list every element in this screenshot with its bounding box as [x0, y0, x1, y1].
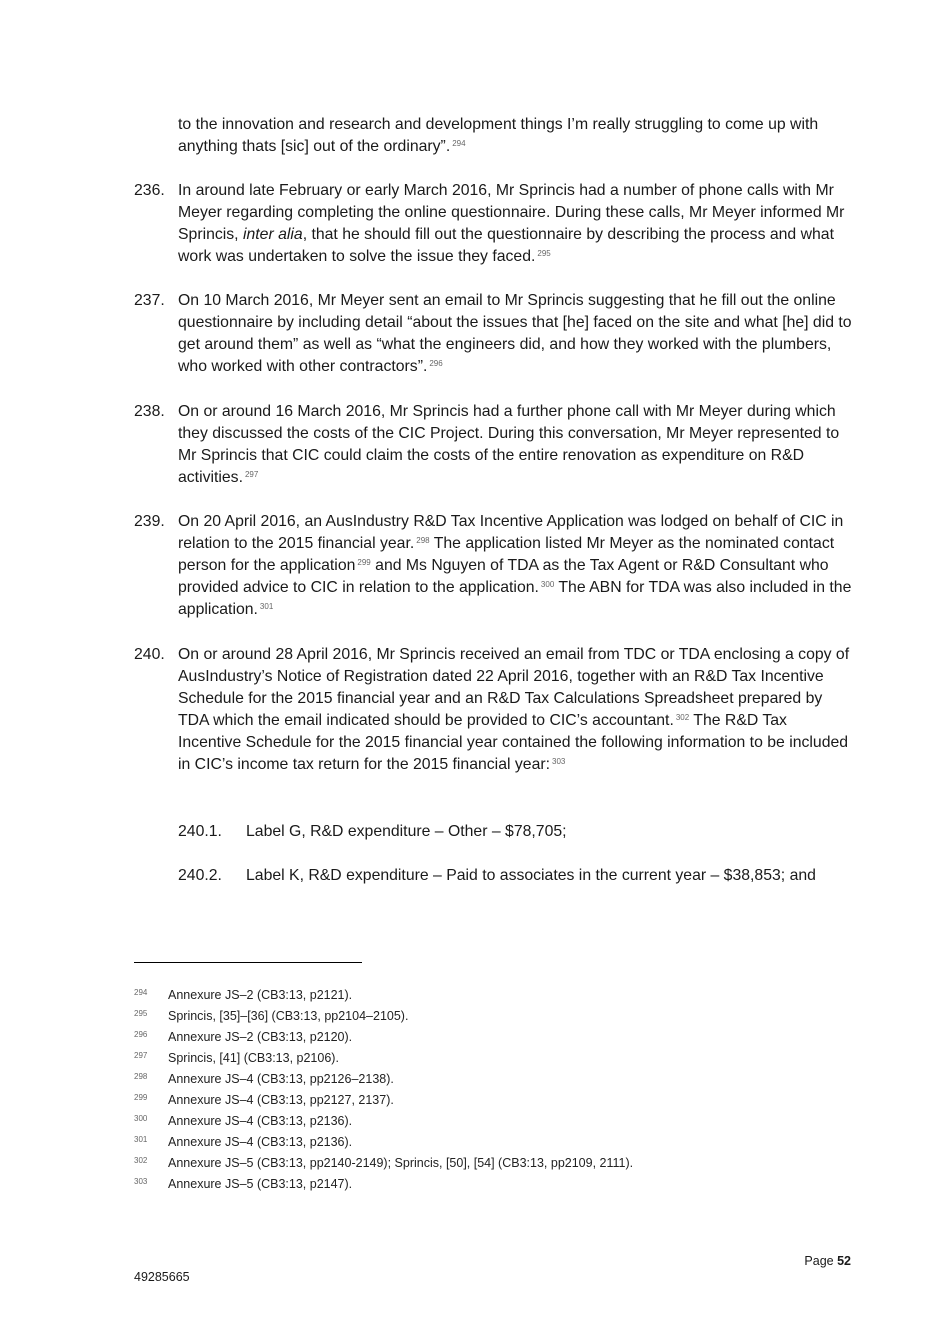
- paragraph-240: [134, 644, 854, 776]
- footnote-number: 303: [134, 1177, 148, 1186]
- paragraph-239: [134, 511, 854, 621]
- footnote: [134, 1153, 854, 1174]
- paragraph-body: In around late February or early March 2016, Mr Sprincis had a number of phone calls with Mr Meyer regarding completing the online questionnaire. During these calls, Mr Meyer informed Mr Sprincis, inter alia, that he should fill out the questionnaire by describing the process and what work was undertaken to solve the issue they faced. $^{295}$: [178, 182, 845, 265]
- footnote-ref: 300: [540, 580, 555, 589]
- footnote-ref: 302: [675, 713, 690, 722]
- page-number: [804, 1254, 851, 1268]
- footnote-text: Annexure JS–4 (CB3:13, p2136).: [168, 1135, 353, 1149]
- paragraph-body: On 10 March 2016, Mr Meyer sent an email to Mr Sprincis suggesting that he fill out the online questionnaire by including detail “about the issues that [he] faced on the site and what [he] did to get around them” as well as “what the engineers did, and how they worked with the plumbers, who worked with other contractors”. $^{296}$: [178, 292, 852, 375]
- footnote-number: 297: [134, 1051, 148, 1060]
- footnote-ref: 301: [259, 602, 274, 611]
- page-label: Page: [804, 1254, 834, 1268]
- footnote-text: Annexure JS–4 (CB3:13, pp2126–2138).: [168, 1072, 394, 1086]
- subparagraph-number: 240.2.: [178, 867, 222, 884]
- page-number-value: 52: [837, 1254, 851, 1268]
- footnote-text: Annexure JS–4 (CB3:13, p2136).: [168, 1114, 353, 1128]
- paragraph-237: [134, 290, 854, 378]
- paragraph-number: 239.: [134, 513, 165, 530]
- paragraph-body: On or around 28 April 2016, Mr Sprincis received an email from TDC or TDA enclosing a copy of AusIndustry’s Notice of Registration dated 22 April 2016, together with an R&D Tax Incentive Schedule for the 2015 financial year and an R&D Tax Calculations Spreadsheet prepared by TDA which the email indicated should be provided to CIC’s accountant. $^{302}$ The R&D Tax Incentive Schedule for the 2015 financial year contained the following information to be included in CIC’s income tax return for the 2015 financial year: $^{303}$: [178, 646, 850, 773]
- footnote-ref: 297: [244, 470, 259, 479]
- footnote: [134, 1090, 854, 1111]
- subparagraph-body: Label K, R&D expenditure – Paid to associates in the current year – $38,853; and: [246, 867, 816, 884]
- italic-phrase: inter alia: [242, 226, 303, 243]
- paragraph-236: [134, 180, 854, 268]
- footnote-number: 301: [134, 1135, 148, 1144]
- subparagraph-240-1: [178, 821, 854, 843]
- footnote-ref: 294: [452, 139, 466, 148]
- footnote-text: Annexure JS–4 (CB3:13, pp2127, 2137).: [168, 1093, 394, 1107]
- footnote-number: 302: [134, 1156, 148, 1165]
- continuation-paragraph: to the innovation and research and development things I’m really struggling to come up with anything thats [sic] out of the ordinary”. $^{294}$: [178, 116, 819, 155]
- footnote-ref: 299: [357, 558, 371, 567]
- footnote: [134, 985, 854, 1006]
- footnote-text: Annexure JS–2 (CB3:13, p2120).: [168, 1030, 353, 1044]
- paragraph-238: [134, 401, 854, 489]
- footnote-ref: 303: [552, 757, 566, 766]
- paragraph-body: On or around 16 March 2016, Mr Sprincis had a further phone call with Mr Meyer during which they discussed the costs of the CIC Project. During this conversation, Mr Meyer represented to Mr Sprincis that CIC could claim the costs of the entire renovation as expenditure on R&D activities. $^{297}$: [178, 403, 840, 486]
- footnote: [134, 1027, 854, 1048]
- footnote-ref: 295: [537, 249, 551, 258]
- footnote-number: 295: [134, 1009, 148, 1018]
- footnote: [134, 1048, 854, 1069]
- paragraph-number: 238.: [134, 403, 165, 420]
- subparagraph-body: Label G, R&D expenditure – Other – $78,705;: [246, 823, 567, 840]
- footnote-ref: 298: [416, 536, 430, 545]
- footnote-text: Annexure JS–5 (CB3:13, pp2140-2149); Sprincis, [50], [54] (CB3:13, pp2109, 2111).: [168, 1156, 634, 1170]
- footnote-number: 299: [134, 1093, 148, 1102]
- footnote-number: 298: [134, 1072, 148, 1081]
- paragraph-body: On 20 April 2016, an AusIndustry R&D Tax Incentive Application was lodged on behalf of CIC in relation to the 2015 financial year. $^{298}$ The application listed Mr Meyer as the nominated contact person for the application $^{299}$ and Ms Nguyen of TDA as the Tax Agent or R&D Consultant who provided advice to CIC in relation to the application. $^{300}$ The ABN for TDA was also included in the application. $^{301}$: [178, 513, 852, 618]
- footnote-text: Sprincis, [41] (CB3:13, p2106).: [168, 1051, 339, 1065]
- footnote-text: Annexure JS–5 (CB3:13, p2147).: [168, 1177, 353, 1191]
- footnote-separator: [134, 962, 362, 963]
- subparagraph-number: 240.1.: [178, 823, 222, 840]
- document-id: 49285665: [134, 1270, 190, 1284]
- footnote-text: Annexure JS–2 (CB3:13, p2121).: [168, 988, 353, 1002]
- paragraph-number: 237.: [134, 292, 165, 309]
- footnote: [134, 1132, 854, 1153]
- footnote-ref: 296: [429, 359, 443, 368]
- footnote: [134, 1069, 854, 1090]
- footnote-text: Sprincis, [35]–[36] (CB3:13, pp2104–2105).: [168, 1009, 409, 1023]
- footnote-number: 296: [134, 1030, 148, 1039]
- paragraph-number: 240.: [134, 646, 165, 663]
- paragraph-number: 236.: [134, 182, 165, 199]
- footnote: [134, 1174, 854, 1195]
- footnote-number: 294: [134, 988, 148, 997]
- footnote-number: 300: [134, 1114, 148, 1123]
- footnote: [134, 1111, 854, 1132]
- subparagraph-240-2: [178, 865, 854, 887]
- footnotes: [134, 985, 854, 1195]
- footnote: [134, 1006, 854, 1027]
